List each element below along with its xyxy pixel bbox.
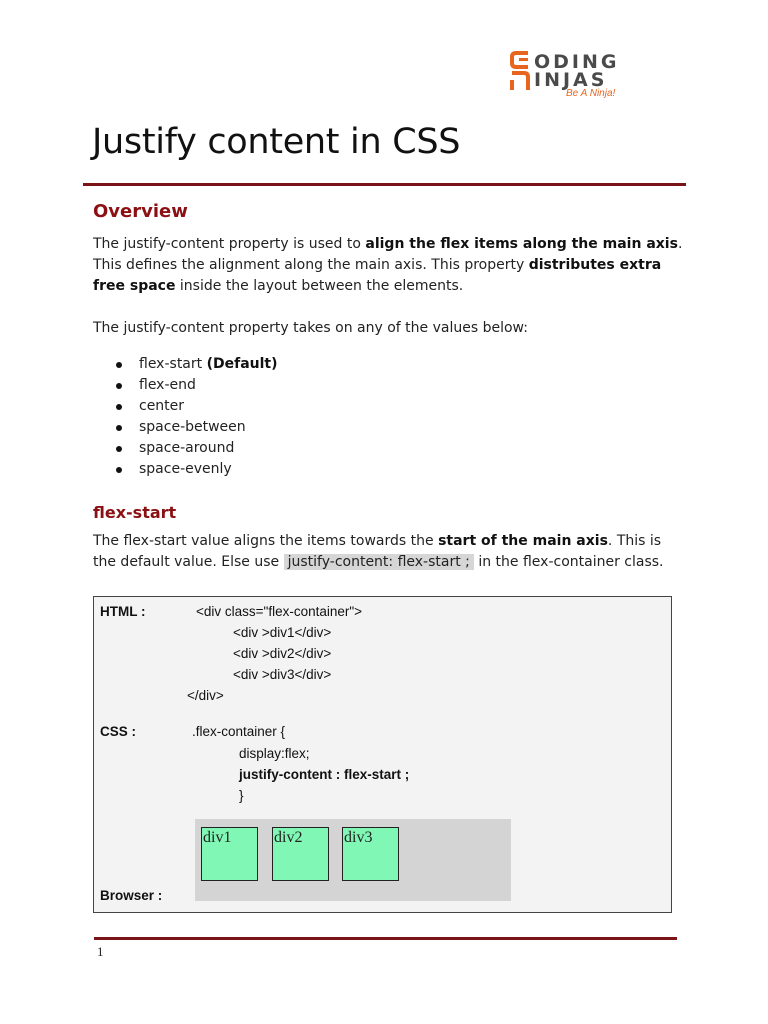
code-line: <div class="flex-container"> — [196, 604, 363, 619]
values-list — [116, 354, 278, 480]
coding-ninjas-logo — [510, 50, 630, 104]
html-label: HTML : — [100, 604, 146, 619]
list-item — [116, 375, 278, 396]
text-run: inside the layout between the elements. — [175, 278, 464, 294]
flex-item-box: div3 — [342, 827, 399, 881]
code-line: <div >div3</div> — [233, 667, 332, 682]
footer-divider — [94, 937, 677, 940]
logo-tagline: Be A Ninja! — [566, 88, 616, 99]
css-label: CSS : — [100, 724, 137, 739]
text-run: in the flex-container class. — [473, 554, 664, 570]
text-run: . This is the default value. Else use — [93, 533, 662, 570]
flex-start-paragraph — [93, 531, 683, 573]
flex-start-heading: flex-start — [93, 503, 177, 522]
list-item — [116, 417, 278, 438]
item-bold: (Default) — [206, 356, 278, 372]
page-title: Justify content in CSS — [92, 122, 461, 162]
browser-preview — [195, 819, 511, 901]
logo-text-bottom: INJAS — [534, 69, 608, 91]
code-line: <div >div2</div> — [233, 646, 332, 661]
browser-label: Browser : — [100, 888, 163, 903]
logo-mark-icon — [510, 50, 532, 92]
list-item — [116, 396, 278, 417]
overview-paragraph — [93, 234, 683, 297]
list-item — [116, 354, 278, 375]
values-intro: The justify-content property takes on any of the values below: — [93, 320, 528, 336]
code-line: </div> — [187, 688, 224, 703]
code-line: } — [239, 788, 244, 803]
bold-run: distributes extra free space — [93, 257, 662, 294]
item-text: space-evenly — [139, 461, 232, 477]
overview-heading: Overview — [93, 201, 188, 222]
code-line: <div >div1</div> — [233, 625, 332, 640]
item-text: space-between — [139, 419, 246, 435]
text-run: The justify-content property is used to — [93, 236, 366, 252]
page-number: 1 — [97, 944, 104, 959]
bold-run: align the flex items along the main axis — [365, 236, 678, 252]
code-line: display:flex; — [239, 746, 310, 761]
text-run: The flex-start value aligns the items towards the — [93, 533, 439, 549]
title-divider — [83, 183, 686, 186]
logo-text-top: ODING — [534, 51, 620, 73]
code-example-box — [93, 596, 672, 913]
bold-run: start of the main axis — [438, 533, 608, 549]
code-line-highlight: justify-content : flex-start ; — [239, 767, 410, 782]
inline-code: justify-content: flex-start ; — [284, 554, 474, 570]
flex-item-box: div2 — [272, 827, 329, 881]
code-line: .flex-container { — [192, 724, 286, 739]
item-text: center — [139, 398, 185, 414]
item-text: flex-end — [139, 377, 196, 393]
list-item — [116, 459, 278, 480]
item-text: flex-start — [139, 356, 207, 372]
list-item — [116, 438, 278, 459]
flex-item-box: div1 — [201, 827, 258, 881]
item-text: space-around — [139, 440, 235, 456]
text-run: . This defines the alignment along the main axis. This property — [93, 236, 683, 273]
